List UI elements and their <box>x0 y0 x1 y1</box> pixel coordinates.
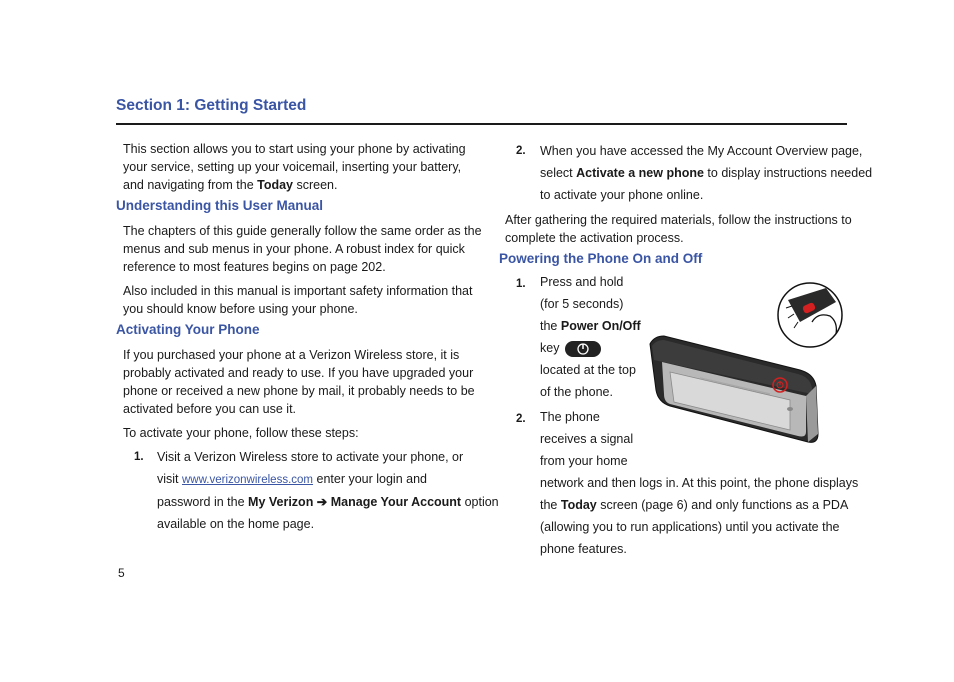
powering-step-1-line-3-pre: the <box>540 319 561 333</box>
understanding-paragraph-2 <box>123 282 483 318</box>
heading-activating: Activating Your Phone <box>116 322 260 337</box>
activating-p1-line-1: If you purchased your phone at a Verizon Wireless store, it is <box>123 348 460 362</box>
powering-step-2-line-5 <box>540 494 858 516</box>
after-gathering-line-2: complete the activation process. <box>505 231 684 245</box>
page-number: 5 <box>118 566 125 580</box>
activating-step-2 <box>540 140 872 206</box>
after-gathering-line-1: After gathering the required materials, follow the instructions to <box>505 213 852 227</box>
activating-step-1-line-2 <box>157 468 499 491</box>
heading-powering: Powering the Phone On and Off <box>499 251 703 266</box>
heading-understanding: Understanding this User Manual <box>116 198 324 213</box>
intro-line-1: This section allows you to start using your phone by activating <box>123 142 466 156</box>
power-on-off-term: Power On/Off <box>560 319 641 333</box>
powering-step-1 <box>540 271 641 403</box>
powering-step-2-line-2: receives a signal <box>540 432 634 446</box>
activating-p1-line-2: probably activated and ready to use. If you have upgraded your <box>123 366 474 380</box>
activating-p1-line-3: phone or received a new phone by mail, it probably needs to be <box>123 384 475 398</box>
activating-step-2-line-2-post: to display instructions needed <box>703 166 873 180</box>
powering-step-2-number: 2. <box>516 413 526 425</box>
powering-step-2-line-3: from your home <box>540 454 628 468</box>
powering-step-2-line-7: phone features. <box>540 542 627 556</box>
powering-step-1-line-1: Press and hold <box>540 275 624 289</box>
power-key-icon <box>565 341 601 357</box>
powering-step-1-line-6: of the phone. <box>540 385 613 399</box>
powering-step-1-line-4 <box>540 337 641 359</box>
powering-step-1-number: 1. <box>516 278 526 290</box>
activating-step-1-line-3 <box>157 491 499 513</box>
activating-step-1-line-3-pre: password in the <box>157 495 249 509</box>
powering-step-2-line-4: network and then logs in. At this point, the phone displays <box>540 476 859 490</box>
understanding-p1-line-1: The chapters of this guide generally follow the same order as the <box>123 224 482 238</box>
intro-line-3-post: screen. <box>293 178 338 192</box>
today-screen-term: Today <box>560 498 597 512</box>
activating-step-1-line-2-pre: visit <box>157 472 182 486</box>
intro-today-term: Today <box>257 178 294 192</box>
activating-step-1 <box>157 446 499 535</box>
activating-step-2-line-1: When you have accessed the My Account Overview page, <box>540 144 863 158</box>
powering-step-1-line-5: located at the top <box>540 363 636 377</box>
title-rule <box>116 123 847 125</box>
activating-step-1-number: 1. <box>134 451 144 463</box>
activating-step-2-number: 2. <box>516 145 526 157</box>
activating-step-2-line-3: to activate your phone online. <box>540 188 704 202</box>
powering-step-1-key-label: key <box>540 341 560 355</box>
powering-step-2-line-5-pre: the <box>540 498 561 512</box>
my-verizon-path: My Verizon ➔ Manage Your Account <box>248 495 462 509</box>
intro-line-2: your service, setting up your voicemail, inserting your battery, <box>123 160 462 174</box>
powering-step-1-line-2: (for 5 seconds) <box>540 297 624 311</box>
intro-line-3-pre: and navigating from the <box>123 178 258 192</box>
activating-step-1-line-2-post: enter your login and <box>313 472 427 486</box>
after-gathering-paragraph <box>505 211 852 247</box>
understanding-p1-line-3: reference to most features begins on page 202. <box>123 260 386 274</box>
intro-line-3 <box>123 176 483 194</box>
understanding-paragraph-1 <box>123 222 483 276</box>
activating-paragraph-2: To activate your phone, follow these steps: <box>123 426 359 440</box>
powering-step-2-line-5-post: screen (page 6) and only functions as a PDA <box>596 498 849 512</box>
intro-paragraph <box>123 140 483 194</box>
activating-p1-line-4: activated before you can use it. <box>123 402 297 416</box>
activating-step-1-line-3-post: option <box>461 495 499 509</box>
understanding-p2-line-1: Also included in this manual is important safety information that <box>123 284 473 298</box>
powering-step-1-line-3 <box>540 315 641 337</box>
powering-step-2-line-6: (allowing you to run applications) until you activate the <box>540 520 840 534</box>
activate-new-phone-term: Activate a new phone <box>576 166 704 180</box>
understanding-p2-line-2: you should know before using your phone. <box>123 302 358 316</box>
section-title: Section 1: Getting Started <box>116 97 307 114</box>
activating-step-2-line-2-pre: select <box>540 166 577 180</box>
activating-paragraph-1 <box>123 346 483 418</box>
phone-illustration <box>640 282 845 450</box>
verizon-wireless-link[interactable]: www.verizonwireless.com <box>182 474 314 486</box>
powering-step-2-line-1: The phone <box>540 410 600 424</box>
activating-step-1-line-1: Visit a Verizon Wireless store to activate your phone, or <box>157 450 464 464</box>
activating-step-2-line-2 <box>540 162 872 184</box>
activating-step-1-line-4: available on the home page. <box>157 517 315 531</box>
understanding-p1-line-2: menus and sub menus in your phone. A robust index for quick <box>123 242 465 256</box>
